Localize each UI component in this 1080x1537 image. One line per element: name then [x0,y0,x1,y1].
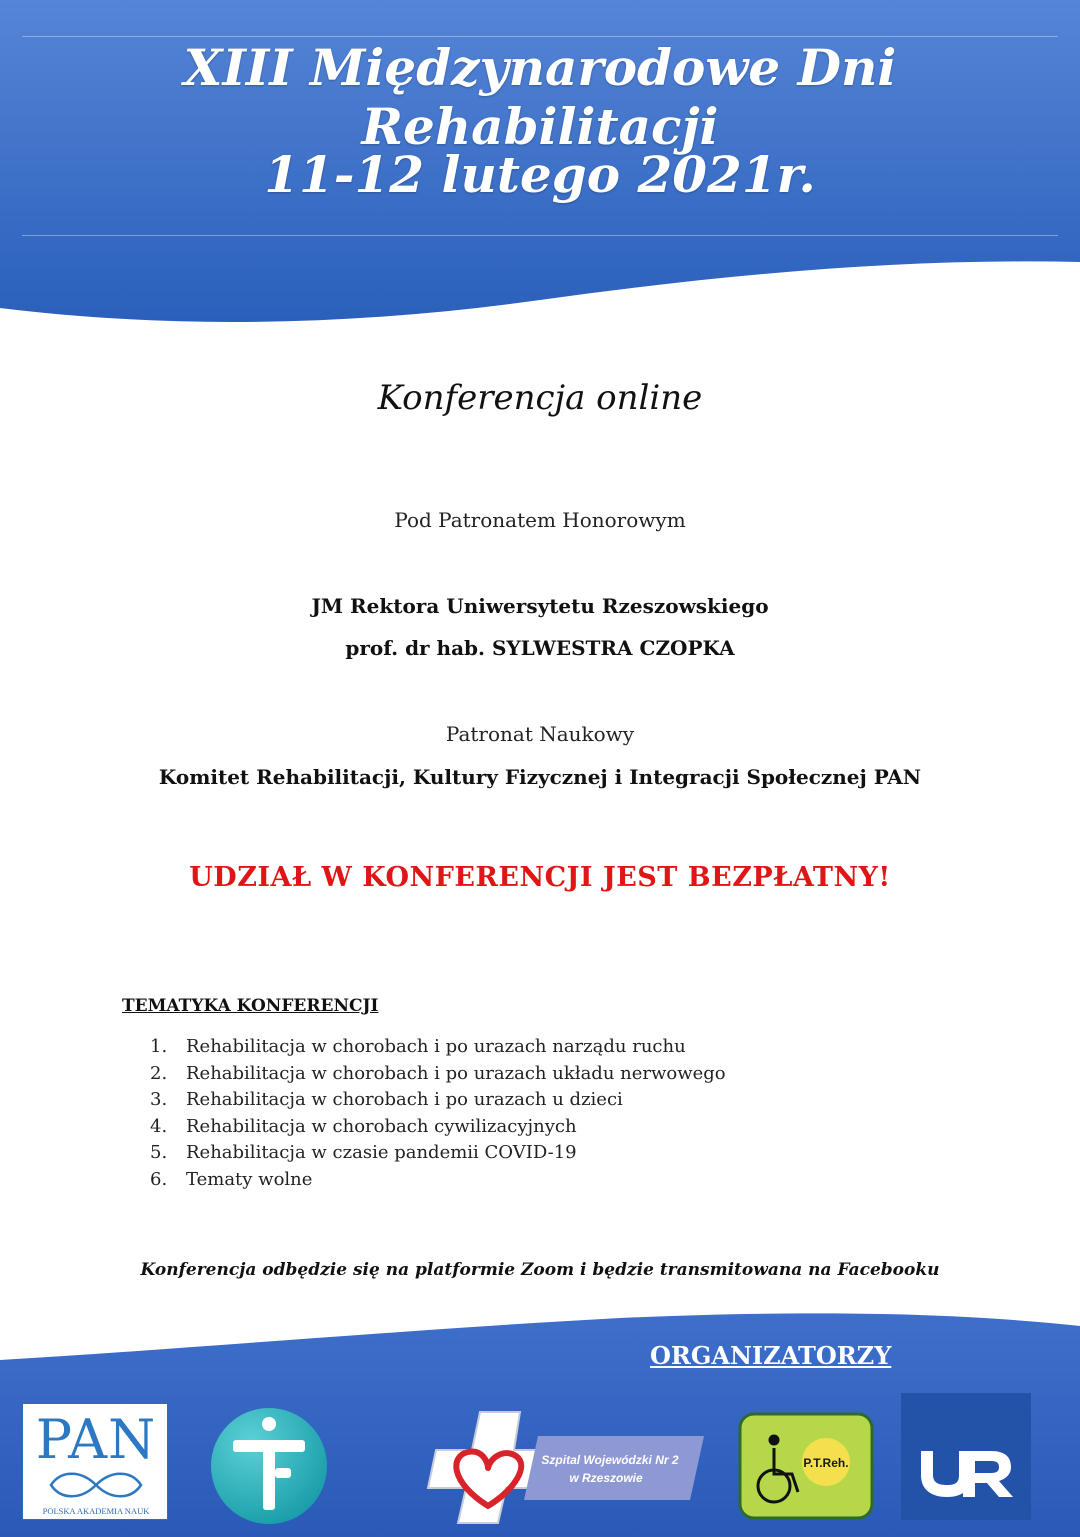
infinity-icon [41,1470,151,1500]
ptreh-logo [738,1412,874,1520]
list-item: 4. Rehabilitacja w chorobach cywilizacyjnych [150,1115,577,1137]
list-item: 3. Rehabilitacja w chorobach i po urazach u dzieci [150,1089,623,1110]
pan-logo: PAN POLSKA AKADEMIA NAUK [22,1403,168,1520]
conference-subtitle: Konferencja online [377,378,703,418]
header-divider-top [22,36,1058,37]
organizers-heading: ORGANIZATORZY [650,1341,892,1370]
list-item: 1. Rehabilitacja w chorobach i po urazach narządu ruchu [150,1036,686,1057]
hospital-logo [410,1410,706,1525]
topics-heading: TEMATYKA KONFERENCJI [122,996,379,1016]
list-item: 2. Rehabilitacja w chorobach i po urazach układu nerwowego [150,1062,726,1084]
svg-text:P.T.Reh.: P.T.Reh. [803,1456,849,1470]
conference-date: 11-12 lutego 2021r. [264,145,816,204]
honorary-patronage-label: Pod Patronatem Honorowym [394,508,686,532]
list-item: 5. Rehabilitacja w czasie pandemii COVID-19 [150,1142,577,1163]
conference-title: XIII Międzynarodowe Dni Rehabilitacji [183,38,897,156]
svg-text:Szpital Wojewódzki Nr 2: Szpital Wojewódzki Nr 2 [541,1453,679,1467]
free-participation-notice: UDZIAŁ W KONFERENCJI JEST BEZPŁATNY! [189,862,891,893]
honorary-patron-title: JM Rektora Uniwersytetu Rzeszowskiego [311,594,769,618]
honorary-patron-name: prof. dr hab. SYLWESTRA CZOPKA [345,636,735,660]
header-divider-bottom [22,235,1058,236]
topics-list [150,1034,726,1193]
list-item: 6. Tematy wolne [150,1168,313,1190]
scientific-patronage-label: Patronat Naukowy [445,722,635,746]
svg-text:w Rzeszowie: w Rzeszowie [569,1471,643,1485]
ur-logo [901,1393,1031,1520]
platform-info: Konferencja odbędzie się na platformie Zoom i będzie transmitowana na Facebooku [140,1260,940,1280]
scientific-patron-name: Komitet Rehabilitacji, Kultury Fizycznej i Integracji Społecznej PAN [158,765,922,789]
physiotherapy-logo [209,1406,329,1526]
